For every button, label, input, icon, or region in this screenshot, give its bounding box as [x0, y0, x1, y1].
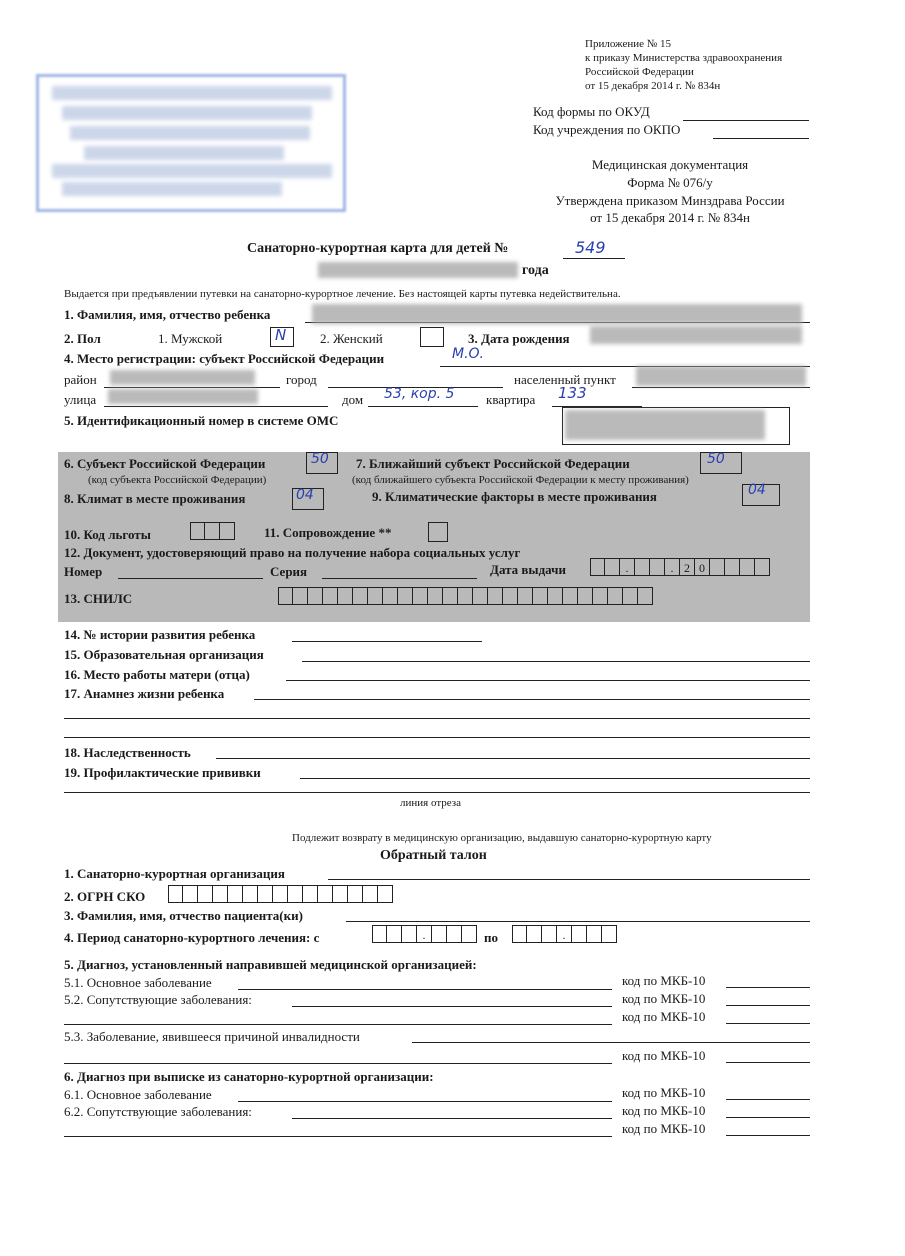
district-input[interactable] — [104, 387, 280, 388]
mkb-input-5[interactable] — [726, 1099, 810, 1100]
field-11-label: 11. Сопровождение ** — [264, 525, 392, 540]
coupon-1-label: 1. Санаторно-курортная организация — [64, 866, 285, 881]
sanatorium-input[interactable] — [328, 879, 810, 880]
field-19-label: 19. Профилактические прививки — [64, 765, 261, 780]
field-9-label: 9. Климатические факторы в месте проживания — [372, 489, 657, 504]
cut-line-label: линия отреза — [400, 797, 461, 809]
coupon-4-label: 4. Период санаторно-курортного лечения: с — [64, 930, 320, 945]
house-label: дом — [342, 392, 364, 407]
mkb-label-4: код по МКБ-10 — [622, 1048, 706, 1063]
mkb-input-4[interactable] — [726, 1062, 810, 1063]
doc-series-label: Серия — [270, 564, 308, 579]
house-input[interactable] — [368, 406, 478, 407]
year-suffix: года — [522, 263, 549, 278]
region-value: М.О. — [452, 346, 484, 362]
mkb-label-2: код по МКБ-10 — [622, 991, 706, 1006]
coupon-61-label: 6.1. Основное заболевание — [64, 1087, 212, 1102]
doc-number-label: Номер — [64, 564, 103, 579]
issue-date-blurred — [318, 262, 518, 278]
coupon-4-to-label: по — [484, 930, 498, 945]
doc-series-input[interactable] — [322, 578, 477, 579]
escort-box[interactable] — [428, 522, 448, 542]
mkb-label-3: код по МКБ-10 — [622, 1009, 706, 1024]
field-4-label: 4. Место регистрации: субъект Российской Федерации — [64, 351, 385, 366]
doc-issue-date-label: Дата выдачи — [490, 562, 566, 577]
sex-female-checkbox[interactable] — [420, 327, 444, 347]
field-14-label: 14. № истории развития ребенка — [64, 627, 256, 642]
okpo-input[interactable] — [713, 138, 809, 139]
annex-line-4: от 15 декабря 2014 г. № 834н — [585, 80, 721, 92]
stamp-text-blurred — [52, 86, 332, 100]
disability-disease-input[interactable] — [412, 1042, 810, 1043]
street-blurred — [108, 389, 258, 404]
field-5-label: 5. Идентификационный номер в системе ОМС — [64, 413, 339, 428]
okud-input[interactable] — [683, 120, 809, 121]
coupon-title: Обратный талон — [380, 848, 487, 863]
card-number: 549 — [575, 238, 606, 257]
district-label: район — [64, 372, 97, 387]
settlement-input[interactable] — [632, 387, 810, 388]
coupon-2-label: 2. ОГРН СКО — [64, 889, 146, 904]
mkb-input-1[interactable] — [726, 987, 810, 988]
climate-value: 04 — [296, 487, 314, 503]
district-blurred — [110, 370, 255, 385]
coupon-5-label: 5. Диагноз, установленный направившей медицинской организацией: — [64, 957, 477, 972]
patient-name-input[interactable] — [346, 921, 810, 922]
nearest-region-value: 50 — [707, 451, 725, 467]
meddoc-line-3: Утверждена приказом Минздрава России — [555, 193, 785, 208]
validity-notice: Выдается при предъявлении путевки на санаторно-курортное лечение. Без настоящей карты путевка недействительна. — [64, 288, 621, 300]
field-8-label: 8. Климат в месте проживания — [64, 491, 246, 506]
card-title: Санаторно-курортная карта для детей № — [247, 241, 509, 256]
field-16-label: 16. Место работы матери (отца) — [64, 667, 250, 682]
doc-number-input[interactable] — [118, 578, 263, 579]
field-13-label: 13. СНИЛС — [64, 591, 133, 606]
child-name-blurred — [312, 304, 802, 324]
region-code-value: 50 — [311, 451, 329, 467]
field-7-label: 7. Ближайший субъект Российской Федерации — [356, 456, 630, 471]
field-6-label: 6. Субъект Российской Федерации — [64, 456, 266, 471]
discharge-main-input[interactable] — [238, 1101, 612, 1102]
okud-label: Код формы по ОКУД — [533, 104, 650, 119]
mkb-input-2[interactable] — [726, 1005, 810, 1006]
field-10-label: 10. Код льготы — [64, 527, 151, 542]
comorbid-input[interactable] — [292, 1006, 612, 1007]
coupon-3-label: 3. Фамилия, имя, отчество пациента(ки) — [64, 908, 303, 923]
birth-date-blurred — [590, 326, 802, 344]
field-18-label: 18. Наследственность — [64, 745, 191, 760]
vaccinations-input[interactable] — [300, 778, 810, 779]
annex-line-2: к приказу Министерства здравоохранения — [585, 52, 783, 64]
apartment-label: квартира — [486, 392, 536, 407]
sex-male-mark: N — [275, 326, 287, 344]
field-1-label: 1. Фамилия, имя, отчество ребенка — [64, 307, 271, 322]
field-2-label: 2. Пол — [64, 331, 101, 346]
mkb-label-7: код по МКБ-10 — [622, 1121, 706, 1136]
field-7-note: (код ближайшего субъекта Российской Федерации к месту проживания) — [352, 474, 689, 486]
coupon-52-label: 5.2. Сопутствующие заболевания: — [64, 992, 252, 1007]
mkb-input-3[interactable] — [726, 1023, 810, 1024]
doc-issue-date-cells[interactable]: . . 2 0 — [590, 558, 770, 576]
coupon-53-label: 5.3. Заболевание, явившееся причиной инвалидности — [64, 1029, 360, 1044]
city-label: город — [286, 372, 317, 387]
field-12-label: 12. Документ, удостоверяющий право на получение набора социальных услуг — [64, 545, 521, 560]
snils-cells[interactable] — [278, 587, 653, 605]
school-input[interactable] — [302, 661, 810, 662]
ogrn-cells[interactable] — [168, 885, 393, 903]
period-from-cells[interactable]: . — [372, 925, 477, 943]
settlement-blurred — [636, 366, 806, 386]
annex-line-1: Приложение № 15 — [585, 38, 672, 50]
parent-work-input[interactable] — [286, 680, 810, 681]
okpo-label: Код учреждения по ОКПО — [533, 122, 681, 137]
field-17-label: 17. Анамнез жизни ребенка — [64, 686, 225, 701]
heredity-input[interactable] — [216, 758, 810, 759]
oms-number-blurred — [565, 410, 765, 440]
coupon-51-label: 5.1. Основное заболевание — [64, 975, 212, 990]
discharge-comorbid-input[interactable] — [292, 1118, 612, 1119]
apartment-value: 133 — [558, 384, 587, 402]
coupon-62-label: 6.2. Сопутствующие заболевания: — [64, 1104, 252, 1119]
main-disease-input[interactable] — [238, 989, 612, 990]
mkb-label-1: код по МКБ-10 — [622, 973, 706, 988]
meddoc-line-4: от 15 декабря 2014 г. № 834н — [590, 210, 750, 225]
sex-female-label: 2. Женский — [320, 331, 383, 346]
climate-factors-value: 04 — [748, 482, 766, 498]
house-value: 53, кор. 5 — [384, 386, 455, 402]
return-note: Подлежит возврату в медицинскую организацию, выдавшую санаторно-курортную карту — [292, 832, 712, 844]
street-input[interactable] — [104, 406, 328, 407]
field-15-label: 15. Образовательная организация — [64, 647, 264, 662]
mkb-label-6: код по МКБ-10 — [622, 1103, 706, 1118]
history-number-input[interactable] — [292, 641, 482, 642]
annex-line-3: Российской Федерации — [585, 66, 694, 78]
settlement-label: населенный пункт — [514, 372, 616, 387]
anamnesis-input[interactable] — [254, 699, 810, 700]
mkb-input-7[interactable] — [726, 1135, 810, 1136]
mkb-input-6[interactable] — [726, 1117, 810, 1118]
field-3-label: 3. Дата рождения — [468, 331, 570, 346]
street-label: улица — [64, 392, 97, 407]
benefit-code-cells[interactable] — [190, 522, 235, 540]
sex-male-label: 1. Мужской — [158, 331, 223, 346]
meddoc-line-1: Медицинская документация — [591, 157, 749, 172]
mkb-label-5: код по МКБ-10 — [622, 1085, 706, 1100]
coupon-6-label: 6. Диагноз при выписке из санаторно-курортной организации: — [64, 1069, 434, 1084]
meddoc-line-2: Форма № 076/у — [627, 175, 713, 190]
period-to-cells[interactable]: . — [512, 925, 617, 943]
field-6-note: (код субъекта Российской Федерации) — [88, 474, 267, 486]
